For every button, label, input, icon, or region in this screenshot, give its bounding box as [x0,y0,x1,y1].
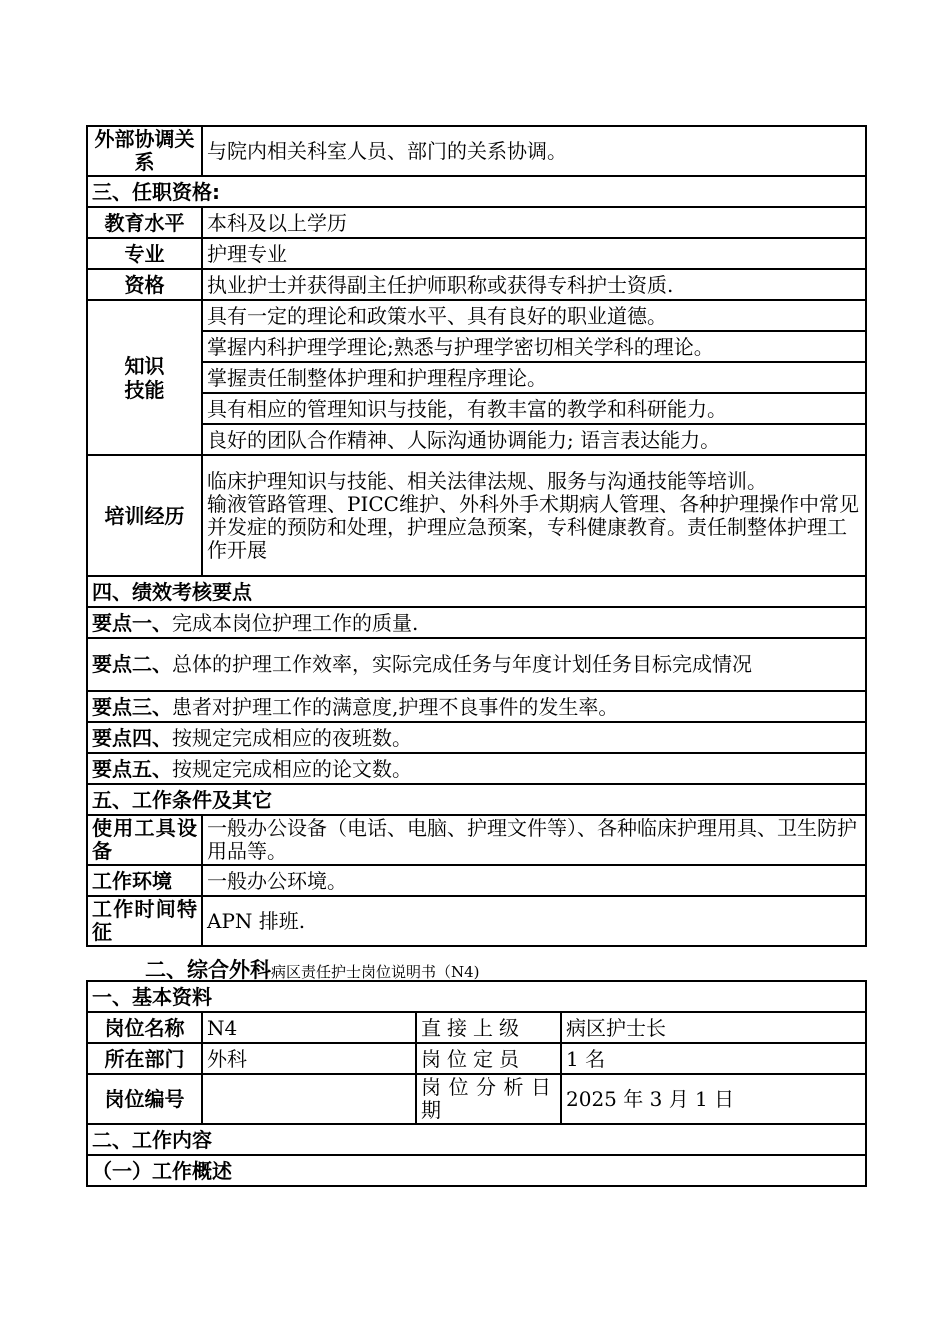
basic-info-table [86,980,867,1187]
kpi-text: 完成本岗位护理工作的质量. [172,610,419,635]
knowledge-item: 掌握责任制整体护理和护理程序理论。 [202,362,866,393]
environment-value: 一般办公环境。 [202,865,866,896]
post-name-label: 岗位名称 [87,1012,202,1043]
post-code-label: 岗位编号 [87,1074,202,1124]
post-name-value: N4 [202,1012,416,1043]
kpi-row [87,691,866,722]
kpi-key: 要点三、 [92,694,172,719]
kpi-key: 要点一、 [92,610,172,635]
qualification-table [86,125,867,947]
analysis-date-value: 2025 年 3 月 1 日 [561,1074,866,1124]
knowledge-item: 掌握内科护理学理论;熟悉与护理学密切相关学科的理论。 [202,331,866,362]
dept-label: 所在部门 [87,1043,202,1074]
post-code-value [202,1074,416,1124]
environment-label: 工作环境 [87,865,202,896]
external-coord-label: 外部协调关系 [87,126,202,176]
kpi-row [87,722,866,753]
analysis-date-label: 岗位分析日期 [416,1074,561,1124]
knowledge-item: 具有一定的理论和政策水平、具有良好的职业道德。 [202,300,866,331]
kpi-key: 要点四、 [92,725,172,750]
headcount-value: 1 名 [561,1043,866,1074]
education-label: 教育水平 [87,207,202,238]
qualification-value: 执业护士并获得副主任护师职称或获得专科护士资质. [202,269,866,300]
kpi-text: 患者对护理工作的满意度,护理不良事件的发生率。 [172,694,619,719]
subtitle-normal: 病区责任护士岗位说明书（N4) [271,963,480,981]
training-value [202,455,866,576]
major-label: 专业 [87,238,202,269]
section-3-title: 三、任职资格: [87,176,866,207]
tools-value: 一般办公设备（电话、电脑、护理文件等）、各种临床护理用具、卫生防护用品等。 [202,815,866,865]
supervisor-value: 病区护士长 [561,1012,866,1043]
kpi-row [87,638,866,691]
work-time-label: 工作时间特征 [87,896,202,946]
kpi-row [87,607,866,638]
kpi-row [87,753,866,784]
training-label: 培训经历 [87,455,202,576]
education-value: 本科及以上学历 [202,207,866,238]
tools-label: 使用工具设备 [87,815,202,865]
work-time-value: APN 排班. [202,896,866,946]
knowledge-label: 知识技能 [87,300,202,455]
subtitle-bold: 二、综合外科 [145,958,271,982]
kpi-text: 总体的护理工作效率，实际完成任务与年度计划任务目标完成情况 [172,652,752,676]
qualification-label: 资格 [87,269,202,300]
knowledge-item: 良好的团队合作精神、人际沟通协调能力; 语言表达能力。 [202,424,866,455]
section-1-title: 一、基本资料 [87,981,866,1012]
section-5-title: 五、工作条件及其它 [87,784,866,815]
external-coord-value: 与院内相关科室人员、部门的关系协调。 [202,126,866,176]
kpi-key: 要点五、 [92,756,172,781]
work-overview-title: （一）工作概述 [87,1155,866,1186]
section-4-title: 四、绩效考核要点 [87,576,866,607]
section-2-title: 二、工作内容 [87,1124,866,1155]
knowledge-item: 具有相应的管理知识与技能，有教丰富的教学和科研能力。 [202,393,866,424]
major-value: 护理专业 [202,238,866,269]
training-line: 输液管路管理、PICC维护、外科外手术期病人管理、各种护理操作中常见并发症的预防和处理，护理应急预案，专科健康教育。责任制整体护理工作开展 [207,491,859,562]
dept-value: 外科 [202,1043,416,1074]
kpi-text: 按规定完成相应的论文数。 [172,756,412,781]
training-line: 临床护理知识与技能、相关法律法规、服务与沟通技能等培训。 [207,468,767,493]
kpi-key: 要点二、 [92,652,172,676]
kpi-text: 按规定完成相应的夜班数。 [172,725,412,750]
supervisor-label: 直接上级 [416,1012,561,1043]
headcount-label: 岗位定员 [416,1043,561,1074]
